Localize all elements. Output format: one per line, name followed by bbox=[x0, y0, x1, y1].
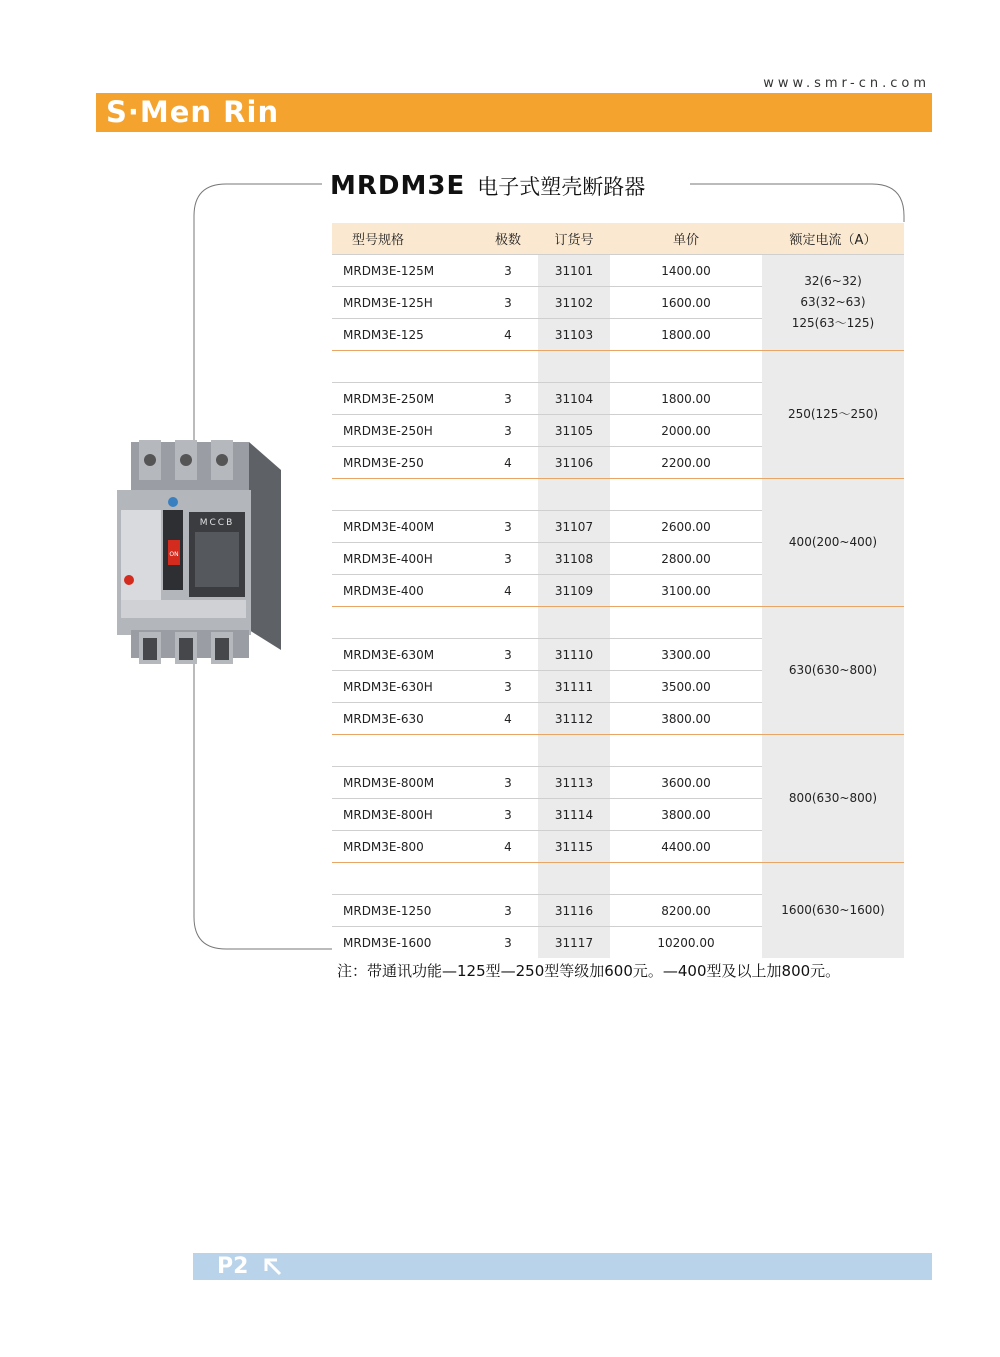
footer-bar bbox=[193, 1253, 932, 1280]
rated-current-cell bbox=[762, 479, 904, 607]
header-order-number: 订货号 bbox=[538, 223, 610, 255]
model-cell: MRDM3E-400M bbox=[332, 511, 478, 543]
model-cell bbox=[332, 479, 478, 511]
website-url: www.smr-cn.com bbox=[763, 76, 930, 91]
rated-current-value: 63(32~63) bbox=[800, 295, 866, 309]
table-row bbox=[332, 735, 904, 767]
model-cell: MRDM3E-125H bbox=[332, 287, 478, 319]
mccb-label: MCCB bbox=[199, 518, 235, 528]
page-number: P2 bbox=[217, 1254, 249, 1279]
arrow-up-left-icon bbox=[263, 1257, 283, 1277]
poles-cell bbox=[478, 735, 538, 767]
poles-cell bbox=[478, 351, 538, 383]
rated-current-value: 400(200~400) bbox=[788, 535, 878, 549]
order-number-cell: 31117 bbox=[538, 927, 610, 959]
model-cell: MRDM3E-800 bbox=[332, 831, 478, 863]
poles-cell: 3 bbox=[478, 511, 538, 543]
model-cell: MRDM3E-250 bbox=[332, 447, 478, 479]
poles-cell: 3 bbox=[478, 255, 538, 287]
order-number-cell: 31115 bbox=[538, 831, 610, 863]
model-cell: MRDM3E-400 bbox=[332, 575, 478, 607]
pricing-note: 注：带通讯功能—125型—250型等级加600元。—400型及以上加800元。 bbox=[337, 962, 841, 980]
model-cell: MRDM3E-630H bbox=[332, 671, 478, 703]
model-cell: MRDM3E-1250 bbox=[332, 895, 478, 927]
model-cell: MRDM3E-400H bbox=[332, 543, 478, 575]
poles-cell: 3 bbox=[478, 927, 538, 959]
table-row bbox=[332, 479, 904, 511]
rated-current-value: 32(6~32) bbox=[804, 274, 862, 288]
table-row bbox=[332, 255, 904, 287]
order-number-cell bbox=[538, 479, 610, 511]
model-cell: MRDM3E-630 bbox=[332, 703, 478, 735]
title-model: MRDM3E bbox=[330, 171, 466, 201]
header-rated-current: 额定电流（A） bbox=[762, 223, 904, 255]
model-cell bbox=[332, 863, 478, 895]
order-number-cell bbox=[538, 735, 610, 767]
poles-cell: 3 bbox=[478, 287, 538, 319]
order-number-cell: 31112 bbox=[538, 703, 610, 735]
model-cell: MRDM3E-125 bbox=[332, 319, 478, 351]
poles-cell: 4 bbox=[478, 575, 538, 607]
header-poles: 极数 bbox=[478, 223, 538, 255]
unit-price-cell: 3800.00 bbox=[610, 703, 762, 735]
poles-cell: 3 bbox=[478, 543, 538, 575]
rated-current-value: 250(125～250) bbox=[787, 407, 879, 421]
poles-cell: 4 bbox=[478, 703, 538, 735]
unit-price-cell: 8200.00 bbox=[610, 895, 762, 927]
order-number-cell: 31103 bbox=[538, 319, 610, 351]
rated-current-cell bbox=[762, 863, 904, 959]
unit-price-cell: 2800.00 bbox=[610, 543, 762, 575]
order-number-cell: 31109 bbox=[538, 575, 610, 607]
order-number-cell bbox=[538, 607, 610, 639]
product-title bbox=[322, 166, 653, 206]
poles-cell: 4 bbox=[478, 319, 538, 351]
order-number-cell: 31116 bbox=[538, 895, 610, 927]
poles-cell: 3 bbox=[478, 767, 538, 799]
order-number-cell: 31101 bbox=[538, 255, 610, 287]
unit-price-cell: 1400.00 bbox=[610, 255, 762, 287]
unit-price-cell bbox=[610, 863, 762, 895]
table-row bbox=[332, 351, 904, 383]
order-number-cell: 31111 bbox=[538, 671, 610, 703]
unit-price-cell: 2200.00 bbox=[610, 447, 762, 479]
rated-current-cell bbox=[762, 255, 904, 351]
unit-price-cell: 10200.00 bbox=[610, 927, 762, 959]
poles-cell: 3 bbox=[478, 415, 538, 447]
poles-cell bbox=[478, 863, 538, 895]
order-number-cell: 31114 bbox=[538, 799, 610, 831]
title-product-name: 电子式塑壳断路器 bbox=[477, 175, 646, 199]
poles-cell: 3 bbox=[478, 895, 538, 927]
unit-price-cell: 2000.00 bbox=[610, 415, 762, 447]
poles-cell: 4 bbox=[478, 831, 538, 863]
model-cell: MRDM3E-800H bbox=[332, 799, 478, 831]
poles-cell: 4 bbox=[478, 447, 538, 479]
rated-current-value: 630(630~800) bbox=[788, 663, 878, 677]
rated-current-value: 1600(630~1600) bbox=[781, 903, 885, 917]
table-header-row bbox=[332, 223, 904, 255]
poles-cell: 3 bbox=[478, 639, 538, 671]
unit-price-cell: 3100.00 bbox=[610, 575, 762, 607]
model-cell bbox=[332, 735, 478, 767]
poles-cell: 3 bbox=[478, 671, 538, 703]
poles-cell: 3 bbox=[478, 799, 538, 831]
poles-cell: 3 bbox=[478, 383, 538, 415]
unit-price-cell bbox=[610, 607, 762, 639]
switch-label: ON bbox=[169, 551, 179, 558]
order-number-cell: 31107 bbox=[538, 511, 610, 543]
price-table bbox=[332, 223, 904, 958]
unit-price-cell: 1600.00 bbox=[610, 287, 762, 319]
model-cell: MRDM3E-1600 bbox=[332, 927, 478, 959]
header-unit-price: 单价 bbox=[610, 223, 762, 255]
unit-price-cell: 4400.00 bbox=[610, 831, 762, 863]
order-number-cell: 31104 bbox=[538, 383, 610, 415]
header-model: 型号规格 bbox=[332, 223, 478, 255]
rated-current-cell bbox=[762, 607, 904, 735]
order-number-cell: 31113 bbox=[538, 767, 610, 799]
unit-price-cell: 3500.00 bbox=[610, 671, 762, 703]
unit-price-cell: 3800.00 bbox=[610, 799, 762, 831]
order-number-cell bbox=[538, 351, 610, 383]
model-cell: MRDM3E-800M bbox=[332, 767, 478, 799]
mccb-breaker-photo bbox=[113, 440, 283, 665]
unit-price-cell bbox=[610, 479, 762, 511]
model-cell: MRDM3E-125M bbox=[332, 255, 478, 287]
unit-price-cell: 3300.00 bbox=[610, 639, 762, 671]
unit-price-cell: 3600.00 bbox=[610, 767, 762, 799]
unit-price-cell: 1800.00 bbox=[610, 383, 762, 415]
model-cell: MRDM3E-630M bbox=[332, 639, 478, 671]
order-number-cell bbox=[538, 863, 610, 895]
unit-price-cell: 2600.00 bbox=[610, 511, 762, 543]
model-cell bbox=[332, 607, 478, 639]
table-row bbox=[332, 863, 904, 895]
model-cell bbox=[332, 351, 478, 383]
rated-current-value: 125(63～125) bbox=[791, 316, 875, 330]
model-cell: MRDM3E-250M bbox=[332, 383, 478, 415]
order-number-cell: 31110 bbox=[538, 639, 610, 671]
rated-current-cell bbox=[762, 735, 904, 863]
poles-cell bbox=[478, 479, 538, 511]
order-number-cell: 31106 bbox=[538, 447, 610, 479]
order-number-cell: 31105 bbox=[538, 415, 610, 447]
rated-current-value: 800(630~800) bbox=[788, 791, 878, 805]
model-cell: MRDM3E-250H bbox=[332, 415, 478, 447]
table-row bbox=[332, 607, 904, 639]
unit-price-cell bbox=[610, 735, 762, 767]
rated-current-cell bbox=[762, 351, 904, 479]
order-number-cell: 31108 bbox=[538, 543, 610, 575]
order-number-cell: 31102 bbox=[538, 287, 610, 319]
unit-price-cell bbox=[610, 351, 762, 383]
unit-price-cell: 1800.00 bbox=[610, 319, 762, 351]
poles-cell bbox=[478, 607, 538, 639]
brand-name: S·Men Rin bbox=[106, 95, 280, 129]
